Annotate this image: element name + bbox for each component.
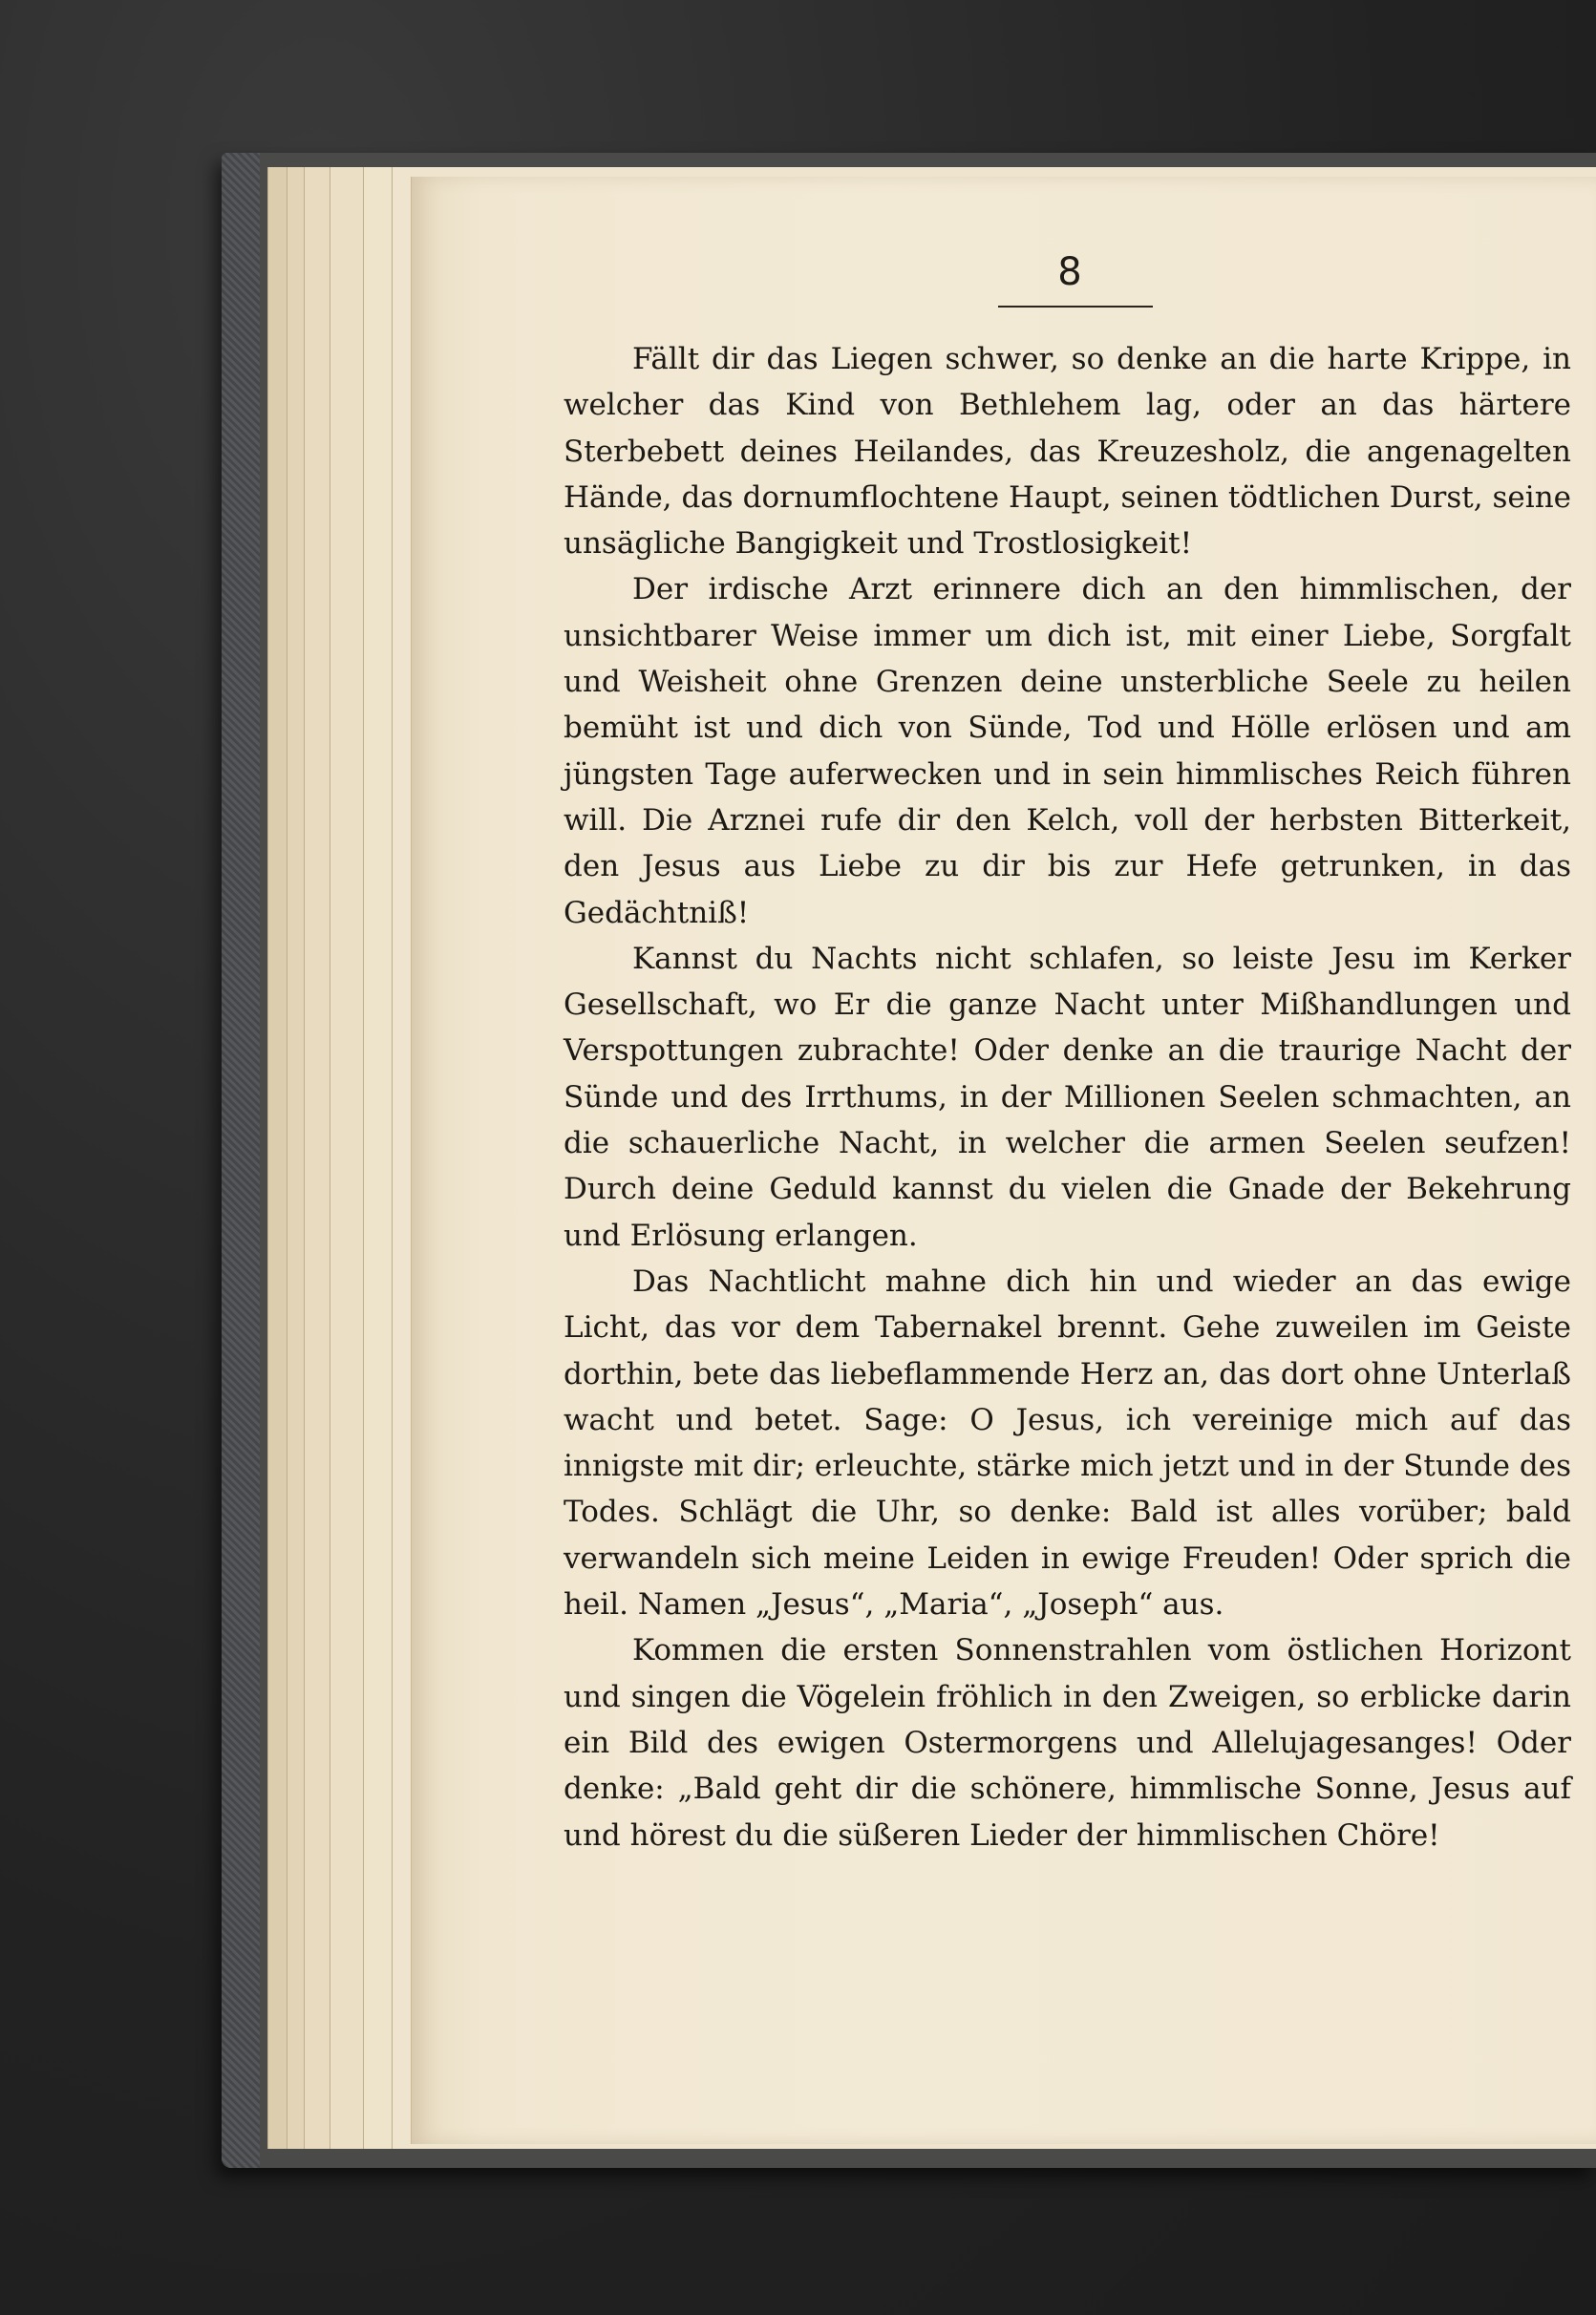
paragraph: Fällt dir das Liegen schwer, so denke an die harte Krippe, in welcher das Kind von Bethlehem lag, oder an das härtere Sterbebett deines Heilandes, das Kreuzesholz, die angenagelten Hände, das dornumflochtene Haupt, seinen tödtlichen Durst, seine unsägliche Bangigkeit und Trostlosigkeit! [564,342,1571,562]
page-number: 8 [1057,250,1082,294]
page-number-rule [998,306,1153,308]
book-spine-edge [222,153,260,2168]
paragraph: Kannst du Nachts nicht schlafen, so leiste Jesu im Kerker Gesellschaft, wo Er die ganze Nacht unter Mißhandlungen und Verspottungen zubrachte! Oder denke an die traurige Nacht der Sünde und des Irrthums, in der Millionen Seelen schmachten, an die schauerliche Nacht, in welcher die armen Seelen seufzen! Durch deine Geduld kannst du vielen die Gnade der Bekehrung und Erlösung erlangen. [564,941,1571,1253]
paragraph: Das Nachtlicht mahne dich hin und wieder an das ewige Licht, das vor dem Tabernakel brennt. Gehe zuweilen im Geiste dorthin, bete das liebeflammende Herz an, das dort ohne Unterlaß wacht und betet. Sage: O Jesus, ich vereinige mich auf das innigste mit dir; erleuchte, stärke mich jetzt und in der Stunde des Todes. Schlägt die Uhr, so denke: Bald ist alles vorüber; bald verwandeln sich meine Leiden in ewige Freuden! Oder sprich die heil. Namen „Jesus“, „Maria“, „Joseph“ aus. [564,1264,1571,1623]
page-text [564,336,1571,1858]
paragraph: Kommen die ersten Sonnenstrahlen vom östlichen Horizont und singen die Vögelein fröhlich in den Zweigen, so erblicke darin ein Bild des ewigen Ostermorgens und Allelujagesanges! Oder denke: „Bald geht dir die schönere, himmlische Sonne, Jesus auf und hörest du die süßeren Lieder der himmlischen Chöre! [564,1633,1571,1853]
paragraph: Der irdische Arzt erinnere dich an den himmlischen, der unsichtbarer Weise immer um dich ist, mit einer Liebe, Sorgfalt und Weisheit ohne Grenzen deine unsterbliche Seele zu heilen bemüht ist und dich von Sünde, Tod und Hölle erlösen und am jüngsten Tage auferwecken und in sein himmlisches Reich führen will. Die Arznei rufe dir den Kelch, voll der herbsten Bitterkeit, den Jesus aus Liebe zu dir bis zur Hefe getrunken, in das Gedächtniß! [564,572,1571,930]
